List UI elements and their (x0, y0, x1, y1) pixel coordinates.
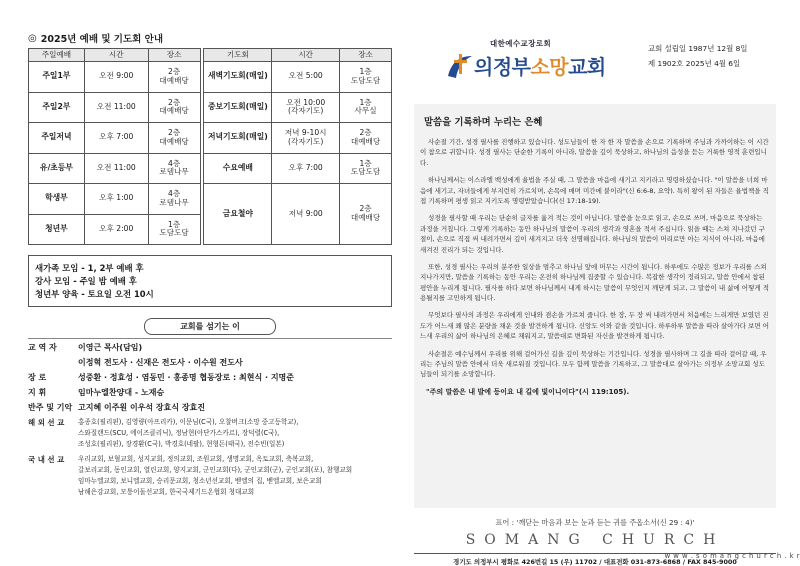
english-church-name: SOMANG CHURCH (465, 532, 725, 548)
table-row (29, 123, 392, 154)
servant-label: 반주 및 기악 (28, 403, 73, 413)
worship-name: 주일저녁 (29, 123, 85, 154)
servant-value: 이정혁 전도사 · 신재은 전도사 · 이수원 전도사 (78, 358, 243, 368)
table-row (29, 92, 392, 123)
worship-name: 학생부 (29, 184, 85, 215)
servant-row (28, 342, 392, 354)
mission-label: 해 외 선 교 (28, 418, 65, 428)
bulletin-meta (648, 42, 776, 72)
servant-value: 성중환 · 정효성 · 염동민 · 홍종명 협동장로 : 최현식 · 지명준 (78, 373, 295, 383)
church-name-accent: 소망 (530, 55, 569, 79)
prayer-name: 중보기도회(매일) (204, 92, 272, 123)
servant-row (28, 357, 392, 369)
worship-name: 주일1부 (29, 62, 85, 93)
worship-time: 오후 7:00 (84, 123, 148, 154)
prayer-place: 2층 대예배당 (340, 123, 392, 154)
mission-row (28, 454, 392, 499)
servant-row (28, 372, 392, 384)
worship-name: 유/초등부 (29, 153, 85, 184)
worship-place: 2층 대예배당 (148, 62, 200, 93)
church-address: 경기도 의정부시 평화로 426번길 15 (우) 11702 / 대표전화 031-873-6868 / FAX 845-9000 (414, 553, 776, 566)
servant-label: 장 로 (28, 373, 47, 383)
mission-row (28, 417, 392, 451)
servant-row (28, 402, 392, 414)
servant-value: 이영근 목사(담임) (78, 343, 143, 353)
prayer-place: 2층 대예배당 (340, 184, 392, 245)
table-row (29, 153, 392, 184)
church-name-part: 의정부 (474, 55, 531, 79)
prayer-time: 오전 5:00 (272, 62, 340, 93)
worship-time: 오후 1:00 (84, 184, 148, 215)
denomination: 대한예수교장로회 (490, 39, 552, 48)
servants-title: 교회를 섬기는 이 (144, 318, 276, 335)
col-header: 주일예배 (29, 49, 85, 62)
prayer-place: 1층 도담도담 (340, 153, 392, 184)
worship-time: 오전 11:00 (84, 153, 148, 184)
prayer-name: 수요예배 (204, 153, 272, 184)
table-row (29, 62, 392, 93)
sermon-paragraph: 또한, 성경 필사는 우리의 분주한 일상을 멈추고 하나님 앞에 머무는 시간이 됩니다. 하루에도 수많은 정보가 우리를 스쳐 지나가지만, 말씀을 기록하는 동안 우리는 온전히 하나님께 집중할 수 있습니다. 복잡한 생각이 정리되고, 말씀 안에서 참된 평안을 누리게 됩니다. 필사를 하다 보면 하나님께서 내게 하시는 말씀이 무엇인지 깨닫게 되고, 그 말씀이 내 삶에 어떻게 적용될지를 고민하게 됩니다. (420, 262, 769, 303)
worship-place: 4층 로뎀나무 (148, 153, 200, 184)
prayer-time: 저녁 9:00 (272, 184, 340, 245)
prayer-time: 저녁 9-10시 (각자기도) (272, 123, 340, 154)
prayer-time: 오후 7:00 (272, 153, 340, 184)
sermon-title: 말씀을 기록하며 누리는 은혜 (424, 117, 543, 128)
column-gap (200, 214, 204, 245)
prayer-time: 오전 10:00 (각자기도) (272, 92, 340, 123)
church-cross-logo-icon (444, 50, 474, 82)
servant-label: 지 휘 (28, 388, 47, 398)
sermon-column (414, 104, 776, 508)
prayer-place: 1층 사무실 (340, 92, 392, 123)
worship-name: 청년부 (29, 214, 85, 245)
mission-value: 홍종호(필리핀), 김영량(아프리카), 이문님(C국), 오찰버크(소망 중고등학교), 스와질랜드(SCU, 에이즈클리닉), 정남현(아단가스카르), 장덕렬(C국), 조성호(필리핀), 장경환(C국), 박경호(네팔), 현형돈(태국), 전수빈(일본) (78, 418, 299, 449)
servant-label: 교 역 자 (28, 343, 57, 353)
mission-label: 국 내 선 교 (28, 454, 65, 464)
founding-date: 교회 설립일 1987년 12월 8일 (648, 44, 748, 53)
sermon-paragraph: 사순절은 예수님께서 우리를 위해 걸어가신 길을 깊이 묵상하는 기간입니다. 성경을 필사하며 그 길을 따라 걸어갈 때, 우리는 주님의 말씀 안에서 더욱 새로워질 것입니다. 모두 함께 말씀을 기록하고, 그 말씀대로 살아가는 의정부 소망교회 성도님들이 되기를 소망합니다. (420, 349, 767, 379)
col-header: 기도회 (204, 49, 272, 62)
col-header: 장소 (340, 49, 392, 62)
servant-row (28, 387, 392, 399)
sermon-paragraph: 무엇보다 필사의 과정은 우리에게 인내와 겸손을 가르쳐 줍니다. 한 장, 두 장 써 내려가면서 처음에는 느리게만 보였던 진도가 어느새 꽤 많은 분량을 채운 것을 발견하게 됩니다. 신앙도 이와 같을 것입니다. 하루하루 말씀을 따라 살아가다 보면 어느새 우리의 삶이 하나님의 은혜로 채워지고, 말씀대로 변화된 자신을 발견하게 됩니다. (420, 311, 769, 341)
gathering-line: 새가족 모임 - 1, 2부 예배 후 (35, 263, 144, 273)
servant-value: 임마누엘찬양대 - 노재승 (78, 388, 165, 398)
worship-time: 오후 2:00 (84, 214, 148, 245)
worship-time: 오전 9:00 (84, 62, 148, 93)
double-circle-icon: ◎ (28, 32, 37, 44)
worship-schedule-table (28, 48, 392, 245)
bulletin-header (414, 30, 776, 92)
church-logo (422, 38, 612, 88)
gatherings-box (28, 255, 392, 307)
left-page (28, 30, 392, 550)
worship-schedule-title (28, 30, 392, 46)
col-header: 시간 (84, 49, 148, 62)
church-name (474, 51, 606, 80)
col-header: 장소 (148, 49, 200, 62)
table-row (29, 184, 392, 215)
worship-place: 4층 로뎀나무 (148, 184, 200, 215)
issue-number: 제 1902호 2025년 4월 6일 (648, 58, 741, 68)
mission-value: 우리교회, 보혈교회, 성지교회, 정의교회, 조원교회, 생명교회, 옥토교회, 축복교회, 갈보리교회, 동인교회, 열린교회, 양지교회, 군인교회(다), 군인교회(군), 군인교회(포), 참행교회 임마누엘교회, 보니엘교회, 승리문교회, 청소년선교회, 벧엘의 집, 벧엘교회, 보은교회 남해은강교회, 모퉁이돌선교회, 한국국제기드온협회 청대교회 (78, 454, 353, 497)
scripture-quote: "주의 말씀은 내 발에 등이요 내 길에 빛이니이다"(시 119:105). (426, 387, 630, 396)
sermon-paragraph: 성경을 필사할 때 우리는 단순히 글자를 옮겨 적는 것이 아닙니다. 말씀을 눈으로 읽고, 손으로 쓰며, 마음으로 묵상하는 과정을 거칩니다. 그렇게 기록하는 동안 하나님의 말씀이 우리의 생각과 영혼을 적셔 주십니다. 읽을 때는 스쳐 지나갔던 구절이, 손으로 직접 써 내려가면서 깊이 새겨지고 더욱 선명해집니다. 하나님의 말씀이 머리로만 아는 지식이 아니라, 마음에 새겨진 진리가 되는 것입니다. (420, 214, 765, 254)
divider (28, 338, 392, 339)
prayer-place: 1층 도담도담 (340, 62, 392, 93)
church-name-part: 교회 (568, 55, 606, 79)
church-motto: 표어 : '깨닫는 마음과 보는 눈과 듣는 귀를 주옵소서(신 29 : 4)' (495, 518, 695, 527)
servant-label (28, 357, 78, 369)
servant-value: 고지혜 이주원 이우석 장효식 장효진 (78, 403, 206, 413)
prayer-name: 저녁기도회(매일) (204, 123, 272, 154)
worship-name: 주일2부 (29, 92, 85, 123)
website-link[interactable]: w w w . s o m a n g c h u r c h . k r (664, 552, 800, 560)
table-header-row (29, 49, 392, 62)
gathering-line: 강사 모임 - 주일 밤 예배 후 (35, 276, 137, 287)
sermon-paragraph: 사순절 기간, 성경 필사를 진행하고 있습니다. 성도님들이 한 자 한 자 말씀을 손으로 기록하며 주님과 가까이하는 이 시간이 참으로 귀합니다. 성경 필사는 단순한 기록이 아니라, 말씀을 깊이 묵상하고, 하나님의 음성을 듣는 거룩한 영적 훈련입니다. (420, 138, 769, 167)
worship-schedule-title-text: 2025년 예배 및 기도회 안내 (40, 34, 163, 45)
gathering-line: 청년부 양육 - 토요일 오전 10시 (35, 289, 154, 300)
worship-place: 2층 대예배당 (148, 92, 200, 123)
prayer-name: 새벽기도회(매일) (204, 62, 272, 93)
col-header: 시간 (272, 49, 340, 62)
prayer-name: 금요철야 (204, 184, 272, 245)
worship-place: 2층 대예배당 (148, 123, 200, 154)
sermon-paragraph: 하나님께서는 이스라엘 백성에게 율법을 주실 때, 그 말씀을 마음에 새기고 지키라고 명령하셨습니다. "이 말씀을 너희 마음에 새기고, 자녀들에게 부지런히 가르치며, 손목에 매며 미간에 붙이라"(신 6:6-8, 요약). 특히 왕이 된 자들은 율법책을 직접 기록하며 평생 읽고 지키도록 명령받았습니다(신 17:18-19). (420, 176, 769, 205)
worship-time: 오전 11:00 (84, 92, 148, 123)
worship-place: 1층 도담도담 (148, 214, 200, 245)
